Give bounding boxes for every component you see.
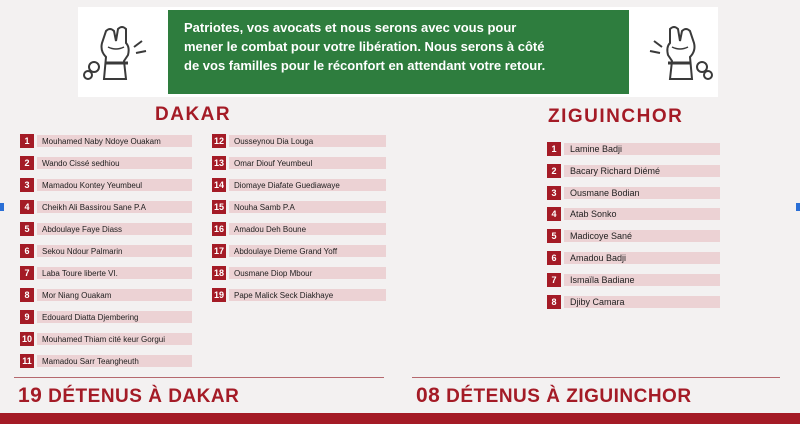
- dakar-total-number: 19: [18, 384, 43, 407]
- banner-line-2: mener le combat pour votre libération. Nous serons à côté: [184, 39, 545, 54]
- list-item: [547, 207, 720, 221]
- detainee-name: Edouard Diatta Djembering: [37, 311, 192, 323]
- list-item: [20, 222, 192, 236]
- detainee-name: Mamadou Kontey Yeumbeul: [37, 179, 192, 191]
- list-item: [20, 266, 192, 280]
- detainee-name: Lamine Badji: [564, 143, 720, 155]
- item-number: 3: [20, 178, 34, 192]
- detainee-name: Bacary Richard Diémé: [564, 165, 720, 177]
- list-item: [547, 229, 720, 243]
- detainee-name: Omar Diouf Yeumbeul: [229, 157, 386, 169]
- detainee-name: Mouhamed Thiam cité keur Gorgui: [37, 333, 192, 345]
- detainee-name: Atab Sonko: [564, 208, 720, 220]
- detainee-name: Cheikh Ali Bassirou Sane P.A: [37, 201, 192, 213]
- list-item: [20, 244, 192, 258]
- raised-fist-broken-chain-icon: [644, 17, 714, 87]
- item-number: 2: [20, 156, 34, 170]
- divider: [412, 377, 780, 378]
- list-item: [20, 156, 192, 170]
- right-edge-marker: [796, 203, 800, 211]
- banner-line-3: de vos familles pour le réconfort en attendant votre retour.: [184, 58, 546, 73]
- detainee-name: Sekou Ndour Palmarin: [37, 245, 192, 257]
- list-item: [212, 134, 386, 148]
- list-item: [547, 186, 720, 200]
- detainee-name: Laba Toure liberte VI.: [37, 267, 192, 279]
- item-number: 9: [20, 310, 34, 324]
- raised-fist-broken-chain-icon: [82, 17, 152, 87]
- list-item: [212, 200, 386, 214]
- list-item: [20, 134, 192, 148]
- dakar-total-label: DÉTENUS À DAKAR: [48, 386, 240, 407]
- list-item: [20, 200, 192, 214]
- dakar-title: DAKAR: [155, 104, 232, 125]
- item-number: 11: [20, 354, 34, 368]
- list-item: [20, 288, 192, 302]
- list-item: [547, 142, 720, 156]
- list-item: [212, 156, 386, 170]
- ziguinchor-title: ZIGUINCHOR: [548, 106, 684, 127]
- footer-bar: [0, 413, 800, 424]
- detainee-name: Mouhamed Naby Ndoye Ouakam: [37, 135, 192, 147]
- item-number: 7: [547, 273, 561, 287]
- list-item: [547, 164, 720, 178]
- detainee-name: Nouha Samb P.A: [229, 201, 386, 213]
- detainee-name: Ousmane Bodian: [564, 187, 720, 199]
- item-number: 18: [213, 268, 224, 278]
- detainee-name: Ousseynou Dia Louga: [229, 135, 386, 147]
- detainee-name: Abdoulaye Dieme Grand Yoff: [229, 245, 386, 257]
- item-number: 4: [547, 207, 561, 221]
- item-number: 2: [547, 164, 561, 178]
- solidarity-message-banner: [168, 10, 629, 94]
- dakar-total: [18, 384, 239, 408]
- ziguinchor-total: [416, 384, 692, 408]
- item-number: 1: [20, 134, 34, 148]
- detainee-name: Amadou Deh Boune: [229, 223, 386, 235]
- ziguinchor-total-label: DÉTENUS À ZIGUINCHOR: [446, 386, 692, 407]
- divider: [14, 377, 384, 378]
- list-item: [547, 251, 720, 265]
- list-item: [20, 332, 192, 346]
- list-item: [212, 288, 386, 302]
- item-number: 10: [21, 334, 32, 344]
- list-item: [212, 178, 386, 192]
- list-item: [20, 354, 192, 368]
- item-number: 13: [213, 158, 224, 168]
- detainee-name: Diomaye Diafate Guediawaye: [229, 179, 386, 191]
- item-number: 14: [213, 180, 224, 190]
- item-number: 7: [20, 266, 34, 280]
- detainee-name: Pape Malick Seck Diakhaye: [229, 289, 386, 301]
- item-number: 17: [213, 246, 224, 256]
- item-number: 12: [213, 136, 224, 146]
- list-item: [212, 244, 386, 258]
- detainee-name: Ousmane Diop Mbour: [229, 267, 386, 279]
- detainee-name: Madicoye Sané: [564, 230, 720, 242]
- detainee-name: Amadou Badji: [564, 252, 720, 264]
- detainee-name: Mamadou Sarr Teangheuth: [37, 355, 192, 367]
- item-number: 6: [20, 244, 34, 258]
- item-number: 16: [213, 224, 224, 234]
- item-number: 8: [20, 288, 34, 302]
- list-item: [547, 273, 720, 287]
- header-banner-area: [78, 7, 718, 97]
- item-number: 1: [547, 142, 561, 156]
- list-item: [20, 178, 192, 192]
- list-item: [212, 266, 386, 280]
- detainee-name: Abdoulaye Faye Diass: [37, 223, 192, 235]
- detainee-name: Djiby Camara: [564, 296, 720, 308]
- item-number: 19: [213, 290, 224, 300]
- list-item: [20, 310, 192, 324]
- left-edge-marker: [0, 203, 4, 211]
- item-number: 5: [20, 222, 34, 236]
- item-number: 3: [547, 186, 561, 200]
- detainee-name: Wando Cissé sedhiou: [37, 157, 192, 169]
- item-number: 4: [20, 200, 34, 214]
- item-number: 8: [547, 295, 561, 309]
- item-number: 5: [547, 229, 561, 243]
- banner-line-1: Patriotes, vos avocats et nous serons avec vous pour: [184, 20, 517, 35]
- list-item: [212, 222, 386, 236]
- item-number: 6: [547, 251, 561, 265]
- ziguinchor-total-number: 08: [416, 384, 441, 407]
- detainee-name: Ismaïla Badiane: [564, 274, 720, 286]
- list-item: [547, 295, 720, 309]
- item-number: 15: [213, 202, 224, 212]
- detainee-name: Mor Niang Ouakam: [37, 289, 192, 301]
